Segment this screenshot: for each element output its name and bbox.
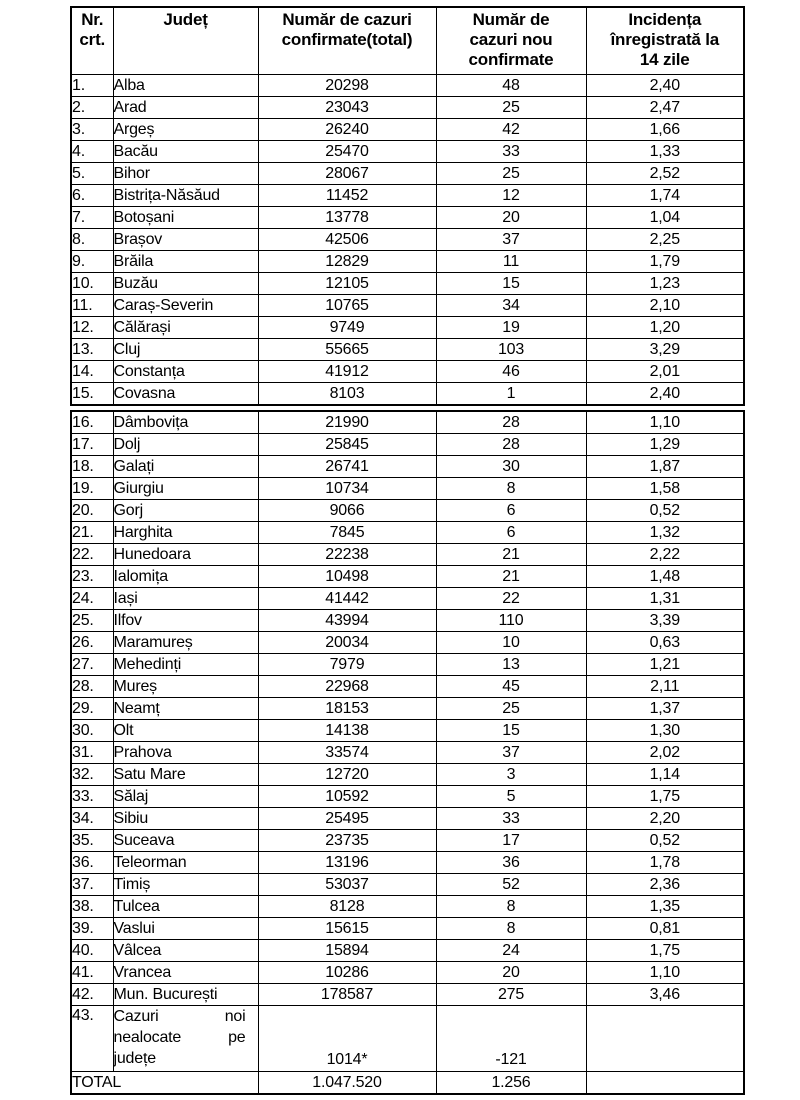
table-header: [71, 7, 744, 75]
table-row: [71, 896, 744, 918]
total-cases-cell: 20298: [258, 75, 436, 97]
incidence-cell: 1,87: [586, 456, 744, 478]
header-new-cases: Număr de cazuri nou confirmate: [436, 7, 586, 75]
row-number-cell: 4.: [71, 141, 113, 163]
county-cell: Buzău: [113, 273, 258, 295]
table-row: [71, 676, 744, 698]
row-number-cell: 38.: [71, 896, 113, 918]
county-cell: Timiș: [113, 874, 258, 896]
county-cell: Olt: [113, 720, 258, 742]
table-row: [71, 544, 744, 566]
table-row: [71, 852, 744, 874]
total-cases-cell: 7979: [258, 654, 436, 676]
table-row: [71, 456, 744, 478]
incidence-cell: 1,10: [586, 962, 744, 984]
new-cases-cell: 45: [436, 676, 586, 698]
total-cases-cell: 42506: [258, 229, 436, 251]
new-cases-cell: 21: [436, 566, 586, 588]
total-cases-cell: 8128: [258, 896, 436, 918]
incidence-cell: 2,22: [586, 544, 744, 566]
new-cases-cell: 6: [436, 522, 586, 544]
new-cases-cell: 15: [436, 720, 586, 742]
county-cell: Bihor: [113, 163, 258, 185]
incidence-cell: 1,74: [586, 185, 744, 207]
row-number-cell: 35.: [71, 830, 113, 852]
table-body-special: [71, 1006, 744, 1095]
row-number-cell: 43.: [71, 1006, 113, 1072]
county-cell: Cazuri noi nealocate pe județe: [113, 1006, 258, 1072]
new-cases-cell: 21: [436, 544, 586, 566]
table-row: [71, 478, 744, 500]
incidence-cell: 2,02: [586, 742, 744, 764]
incidence-cell: 2,47: [586, 97, 744, 119]
table-row: [71, 295, 744, 317]
new-cases-cell: 11: [436, 251, 586, 273]
county-cell: Gorj: [113, 500, 258, 522]
county-cell: Caraș-Severin: [113, 295, 258, 317]
total-row: [71, 1072, 744, 1095]
county-cell: Giurgiu: [113, 478, 258, 500]
county-cell: Botoșani: [113, 207, 258, 229]
total-cases-cell: 12829: [258, 251, 436, 273]
table-row: [71, 940, 744, 962]
new-cases-cell: 5: [436, 786, 586, 808]
total-cases-cell: 13778: [258, 207, 436, 229]
table-row: [71, 632, 744, 654]
total-cases-cell: 10592: [258, 786, 436, 808]
incidence-cell: 1,04: [586, 207, 744, 229]
total-cases-cell: 26240: [258, 119, 436, 141]
incidence-cell: 2,52: [586, 163, 744, 185]
total-cases-cell: 26741: [258, 456, 436, 478]
new-cases-cell: 25: [436, 698, 586, 720]
new-cases-cell: 3: [436, 764, 586, 786]
new-cases-cell: 25: [436, 97, 586, 119]
county-cell: Mureș: [113, 676, 258, 698]
row-number-cell: 22.: [71, 544, 113, 566]
table-row: [71, 383, 744, 406]
new-cases-cell: 22: [436, 588, 586, 610]
county-cell: Vâlcea: [113, 940, 258, 962]
row-number-cell: 11.: [71, 295, 113, 317]
county-cell: Bacău: [113, 141, 258, 163]
new-cases-cell: 275: [436, 984, 586, 1006]
row-number-cell: 27.: [71, 654, 113, 676]
new-cases-cell: 20: [436, 207, 586, 229]
county-cell: Hunedoara: [113, 544, 258, 566]
total-cases-cell: 28067: [258, 163, 436, 185]
county-cell: Suceava: [113, 830, 258, 852]
table-row: [71, 361, 744, 383]
row-number-cell: 21.: [71, 522, 113, 544]
row-number-cell: 1.: [71, 75, 113, 97]
table-row: [71, 500, 744, 522]
total-cases-cell: 12105: [258, 273, 436, 295]
total-cases-cell: 13196: [258, 852, 436, 874]
row-number-cell: 33.: [71, 786, 113, 808]
new-cases-cell: 8: [436, 918, 586, 940]
new-cases-cell: 1: [436, 383, 586, 406]
new-cases-cell: 6: [436, 500, 586, 522]
table-row: [71, 97, 744, 119]
total-cases-cell: 10286: [258, 962, 436, 984]
header-judet: Județ: [113, 7, 258, 75]
row-number-cell: 8.: [71, 229, 113, 251]
total-cases-cell: 8103: [258, 383, 436, 406]
table-row: [71, 75, 744, 97]
row-number-cell: 15.: [71, 383, 113, 406]
incidence-cell: [586, 1072, 744, 1095]
incidence-cell: 3,39: [586, 610, 744, 632]
incidence-cell: 1,79: [586, 251, 744, 273]
new-cases-cell: 24: [436, 940, 586, 962]
row-number-cell: 37.: [71, 874, 113, 896]
new-cases-cell: 8: [436, 896, 586, 918]
county-cell: Brăila: [113, 251, 258, 273]
incidence-cell: 2,11: [586, 676, 744, 698]
covid-table-part2: [70, 410, 745, 1095]
row-number-cell: 6.: [71, 185, 113, 207]
table-row: [71, 830, 744, 852]
new-cases-cell: 8: [436, 478, 586, 500]
table-row: [71, 808, 744, 830]
new-cases-cell: 20: [436, 962, 586, 984]
row-number-cell: 41.: [71, 962, 113, 984]
incidence-cell: 3,29: [586, 339, 744, 361]
table-row: [71, 962, 744, 984]
row-number-cell: 10.: [71, 273, 113, 295]
header-incidence: Incidența înregistrată la 14 zile: [586, 7, 744, 75]
incidence-cell: 1,31: [586, 588, 744, 610]
incidence-cell: 1,23: [586, 273, 744, 295]
row-number-cell: 24.: [71, 588, 113, 610]
table-row: [71, 984, 744, 1006]
row-number-cell: 39.: [71, 918, 113, 940]
table-row: [71, 163, 744, 185]
total-cases-cell: 10498: [258, 566, 436, 588]
new-cases-cell: 19: [436, 317, 586, 339]
county-cell: Constanța: [113, 361, 258, 383]
row-number-cell: 7.: [71, 207, 113, 229]
new-cases-cell: 28: [436, 434, 586, 456]
table-row: [71, 273, 744, 295]
incidence-cell: 0,81: [586, 918, 744, 940]
new-cases-cell: 33: [436, 141, 586, 163]
new-cases-cell: 37: [436, 742, 586, 764]
table-row: [71, 610, 744, 632]
total-cases-cell: 22968: [258, 676, 436, 698]
incidence-cell: [586, 1006, 744, 1072]
new-cases-cell: 10: [436, 632, 586, 654]
county-cell: Brașov: [113, 229, 258, 251]
county-cell: Satu Mare: [113, 764, 258, 786]
incidence-cell: 2,01: [586, 361, 744, 383]
table-row: [71, 874, 744, 896]
new-cases-cell: 103: [436, 339, 586, 361]
incidence-cell: 1,30: [586, 720, 744, 742]
incidence-cell: 1,37: [586, 698, 744, 720]
county-cell: Mehedinți: [113, 654, 258, 676]
row-number-cell: 9.: [71, 251, 113, 273]
total-cases-cell: 22238: [258, 544, 436, 566]
table-row: [71, 522, 744, 544]
total-cases-cell: 25495: [258, 808, 436, 830]
incidence-cell: 2,10: [586, 295, 744, 317]
new-cases-cell: 25: [436, 163, 586, 185]
row-number-cell: 25.: [71, 610, 113, 632]
county-cell: Dâmbovița: [113, 411, 258, 434]
county-cell: Călărași: [113, 317, 258, 339]
total-cases-cell: 12720: [258, 764, 436, 786]
county-cell: Vaslui: [113, 918, 258, 940]
county-cell: Alba: [113, 75, 258, 97]
incidence-cell: 1,75: [586, 786, 744, 808]
total-cases-cell: 21990: [258, 411, 436, 434]
county-cell: Mun. București: [113, 984, 258, 1006]
row-number-cell: 23.: [71, 566, 113, 588]
table-row: [71, 339, 744, 361]
county-cell: Argeș: [113, 119, 258, 141]
table-row: [71, 251, 744, 273]
table-body-part2: [71, 411, 744, 1006]
row-number-cell: 30.: [71, 720, 113, 742]
table-row: [71, 119, 744, 141]
incidence-cell: 3,46: [586, 984, 744, 1006]
incidence-cell: 1,14: [586, 764, 744, 786]
unallocated-row: [71, 1006, 744, 1072]
table-wrapper: [70, 6, 743, 1095]
county-cell: Dolj: [113, 434, 258, 456]
county-cell: Cluj: [113, 339, 258, 361]
new-cases-cell: 15: [436, 273, 586, 295]
new-cases-cell: 46: [436, 361, 586, 383]
new-cases-cell: 13: [436, 654, 586, 676]
incidence-cell: 2,40: [586, 75, 744, 97]
row-number-cell: 19.: [71, 478, 113, 500]
row-number-cell: 3.: [71, 119, 113, 141]
incidence-cell: 2,40: [586, 383, 744, 406]
table-row: [71, 742, 744, 764]
total-cases-cell: 53037: [258, 874, 436, 896]
total-cases-cell: 1014*: [258, 1006, 436, 1072]
row-number-cell: 5.: [71, 163, 113, 185]
header-nr-crt: Nr. crt.: [71, 7, 113, 75]
incidence-cell: 2,36: [586, 874, 744, 896]
county-cell: Tulcea: [113, 896, 258, 918]
table-row: [71, 588, 744, 610]
total-cases-cell: 9066: [258, 500, 436, 522]
incidence-cell: 0,52: [586, 830, 744, 852]
row-number-cell: 40.: [71, 940, 113, 962]
row-number-cell: 16.: [71, 411, 113, 434]
total-cases-cell: 11452: [258, 185, 436, 207]
county-cell: Harghita: [113, 522, 258, 544]
incidence-cell: 2,20: [586, 808, 744, 830]
table-row: [71, 141, 744, 163]
row-number-cell: 42.: [71, 984, 113, 1006]
county-cell: Vrancea: [113, 962, 258, 984]
table-body-part1: [71, 75, 744, 406]
row-number-cell: 36.: [71, 852, 113, 874]
total-cases-cell: 41912: [258, 361, 436, 383]
table-row: [71, 566, 744, 588]
new-cases-cell: 17: [436, 830, 586, 852]
county-cell: Maramureș: [113, 632, 258, 654]
total-cases-cell: 41442: [258, 588, 436, 610]
table-row: [71, 764, 744, 786]
incidence-cell: 1,66: [586, 119, 744, 141]
new-cases-cell: 33: [436, 808, 586, 830]
incidence-cell: 0,52: [586, 500, 744, 522]
incidence-cell: 1,33: [586, 141, 744, 163]
incidence-cell: 1,35: [586, 896, 744, 918]
new-cases-cell: 52: [436, 874, 586, 896]
county-cell: Sălaj: [113, 786, 258, 808]
county-cell: Ilfov: [113, 610, 258, 632]
table-row: [71, 207, 744, 229]
new-cases-cell: 110: [436, 610, 586, 632]
table-row: [71, 698, 744, 720]
total-cases-cell: 23735: [258, 830, 436, 852]
table-row: [71, 434, 744, 456]
incidence-cell: 1,10: [586, 411, 744, 434]
total-cases-cell: 14138: [258, 720, 436, 742]
total-label-cell: TOTAL: [71, 1072, 258, 1095]
row-number-cell: 20.: [71, 500, 113, 522]
table-row: [71, 654, 744, 676]
incidence-cell: 1,32: [586, 522, 744, 544]
total-cases-cell: 7845: [258, 522, 436, 544]
new-cases-cell: 42: [436, 119, 586, 141]
new-cases-cell: 1.256: [436, 1072, 586, 1095]
header-row: [71, 7, 744, 75]
total-cases-cell: 10765: [258, 295, 436, 317]
county-cell: Arad: [113, 97, 258, 119]
incidence-cell: 1,58: [586, 478, 744, 500]
row-number-cell: 29.: [71, 698, 113, 720]
incidence-cell: 1,20: [586, 317, 744, 339]
total-cases-cell: 25470: [258, 141, 436, 163]
county-cell: Sibiu: [113, 808, 258, 830]
total-cases-cell: 55665: [258, 339, 436, 361]
new-cases-cell: 34: [436, 295, 586, 317]
incidence-cell: 0,63: [586, 632, 744, 654]
total-cases-cell: 18153: [258, 698, 436, 720]
table-row: [71, 720, 744, 742]
total-cases-cell: 9749: [258, 317, 436, 339]
county-cell: Bistrița-Năsăud: [113, 185, 258, 207]
total-cases-cell: 33574: [258, 742, 436, 764]
county-cell: Ialomița: [113, 566, 258, 588]
county-cell: Prahova: [113, 742, 258, 764]
county-cell: Galați: [113, 456, 258, 478]
new-cases-cell: 37: [436, 229, 586, 251]
total-cases-cell: 43994: [258, 610, 436, 632]
incidence-cell: 1,75: [586, 940, 744, 962]
row-number-cell: 18.: [71, 456, 113, 478]
county-cell: Teleorman: [113, 852, 258, 874]
total-cases-cell: 15894: [258, 940, 436, 962]
row-number-cell: 17.: [71, 434, 113, 456]
row-number-cell: 13.: [71, 339, 113, 361]
total-cases-cell: 15615: [258, 918, 436, 940]
table-row: [71, 229, 744, 251]
incidence-cell: 1,78: [586, 852, 744, 874]
table-row: [71, 317, 744, 339]
row-number-cell: 26.: [71, 632, 113, 654]
total-cases-cell: 178587: [258, 984, 436, 1006]
new-cases-cell: -121: [436, 1006, 586, 1072]
incidence-cell: 1,21: [586, 654, 744, 676]
county-cell: Covasna: [113, 383, 258, 406]
incidence-cell: 2,25: [586, 229, 744, 251]
row-number-cell: 32.: [71, 764, 113, 786]
incidence-cell: 1,29: [586, 434, 744, 456]
total-cases-cell: 25845: [258, 434, 436, 456]
county-cell: Iași: [113, 588, 258, 610]
row-number-cell: 12.: [71, 317, 113, 339]
total-cases-cell: 10734: [258, 478, 436, 500]
row-number-cell: 34.: [71, 808, 113, 830]
table-row: [71, 411, 744, 434]
new-cases-cell: 28: [436, 411, 586, 434]
incidence-cell: 1,48: [586, 566, 744, 588]
row-number-cell: 28.: [71, 676, 113, 698]
new-cases-cell: 30: [436, 456, 586, 478]
table-row: [71, 185, 744, 207]
total-cases-cell: 1.047.520: [258, 1072, 436, 1095]
row-number-cell: 14.: [71, 361, 113, 383]
row-number-cell: 2.: [71, 97, 113, 119]
table-row: [71, 786, 744, 808]
county-cell: Neamț: [113, 698, 258, 720]
new-cases-cell: 12: [436, 185, 586, 207]
new-cases-cell: 36: [436, 852, 586, 874]
total-cases-cell: 23043: [258, 97, 436, 119]
covid-table-part1: [70, 6, 745, 406]
total-cases-cell: 20034: [258, 632, 436, 654]
row-number-cell: 31.: [71, 742, 113, 764]
header-total-cases: Număr de cazuri confirmate(total): [258, 7, 436, 75]
new-cases-cell: 48: [436, 75, 586, 97]
table-row: [71, 918, 744, 940]
